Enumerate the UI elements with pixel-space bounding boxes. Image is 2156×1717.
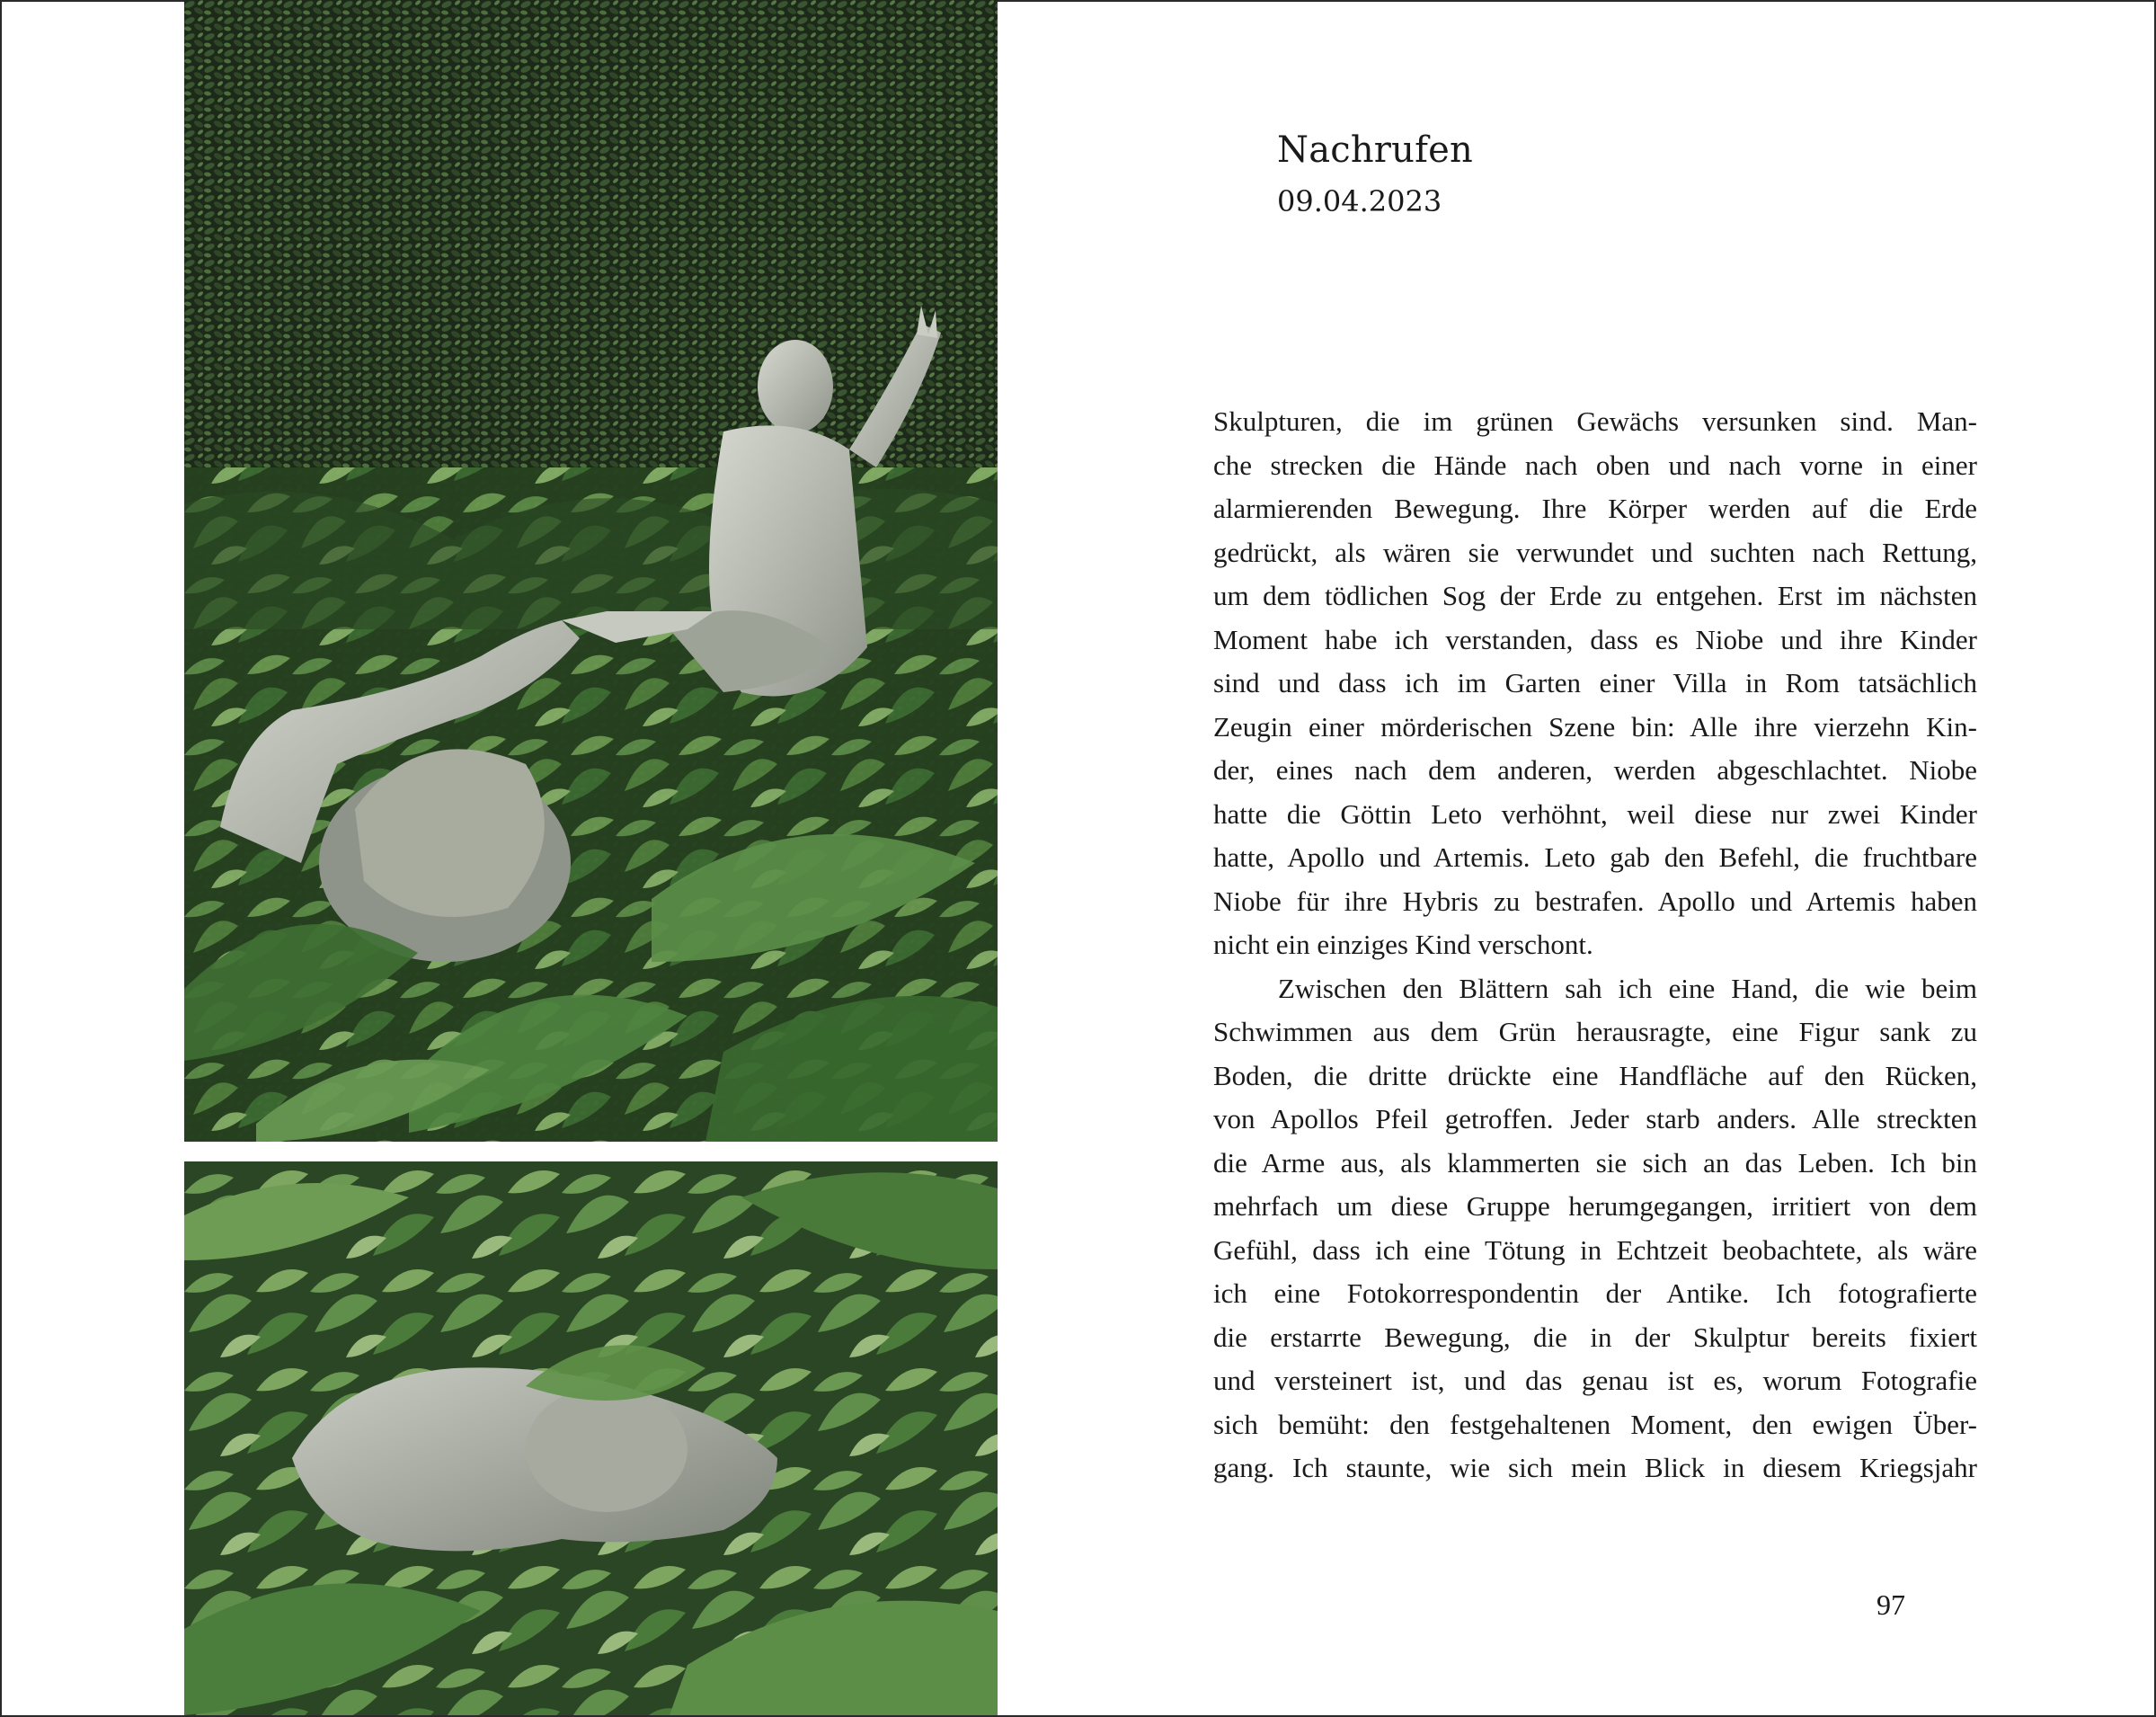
text-line: Zeugin einer mörderischen Szene bin: Alle ihre vierzehn Kin- xyxy=(1213,710,1977,743)
garden-statues-photo xyxy=(184,0,998,1142)
chapter-title: Nachrufen xyxy=(1277,129,1473,171)
text-line: um dem tödlichen Sog der Erde zu entgehen. Erst im nächsten xyxy=(1213,580,1977,611)
text-line: gedrückt, als wären sie verwundet und suchten nach Rettung, xyxy=(1213,536,1977,568)
page-number: 97 xyxy=(1877,1588,1905,1621)
text-line: gang. Ich staunte, wie sich mein Blick in diesem Kriegsjahr xyxy=(1213,1452,1977,1483)
text-line: sich bemüht: den festgehaltenen Moment, den ewigen Über- xyxy=(1213,1408,1977,1440)
text-line: sind und dass ich im Garten einer Villa in Rom tatsächlich xyxy=(1213,667,1977,698)
text-line: Schwimmen aus dem Grün herausragte, eine Figur sank zu xyxy=(1213,1016,1977,1047)
text-line: hatte die Göttin Leto verhöhnt, weil diese nur zwei Kinder xyxy=(1213,797,1977,830)
text-line: Gefühl, dass ich eine Tötung in Echtzeit beobachtete, als wäre xyxy=(1213,1233,1977,1266)
text-line: Boden, die dritte drückte eine Handfläche auf den Rücken, xyxy=(1213,1059,1977,1091)
text-line: und versteinert ist, und das genau ist es, worum Fotografie xyxy=(1213,1365,1977,1396)
text-line: die Arme aus, als klammerten sie sich an das Leben. Ich bin xyxy=(1213,1146,1977,1179)
text-line: hatte, Apollo und Artemis. Leto gab den Befehl, die fruchtbare xyxy=(1213,841,1977,873)
text-line: alarmierenden Bewegung. Ihre Körper werden auf die Erde xyxy=(1213,493,1977,524)
body-text xyxy=(1213,400,1977,1490)
text-line: die erstarrte Bewegung, die in der Skulptur bereits fixiert xyxy=(1213,1321,1977,1353)
text-line: ich eine Fotokorrespondentin der Antike. Ich fotografierte xyxy=(1213,1277,1977,1309)
chapter-date: 09.04.2023 xyxy=(1277,184,1442,218)
text-line: Skulpturen, die im grünen Gewächs versunken sind. Man- xyxy=(1213,405,1977,437)
text-line: nicht ein einziges Kind verschont. xyxy=(1213,929,1593,960)
text-line: der, eines nach dem anderen, werden abgeschlachtet. Niobe xyxy=(1213,754,1977,786)
text-line: von Apollos Pfeil getroffen. Jeder starb anders. Alle streckten xyxy=(1213,1103,1977,1134)
text-line: Niobe für ihre Hybris zu bestrafen. Apollo und Artemis haben xyxy=(1213,885,1977,917)
text-line: che strecken die Hände nach oben und nach vorne in einer xyxy=(1213,449,1977,481)
fallen-statue-photo xyxy=(184,1161,998,1715)
text-line: Moment habe ich verstanden, dass es Niobe und ihre Kinder xyxy=(1213,623,1977,655)
text-line: mehrfach um diese Gruppe herumgegangen, irritiert von dem xyxy=(1213,1190,1977,1222)
text-line: Zwischen den Blättern sah ich eine Hand, die wie beim xyxy=(1278,972,1977,1004)
